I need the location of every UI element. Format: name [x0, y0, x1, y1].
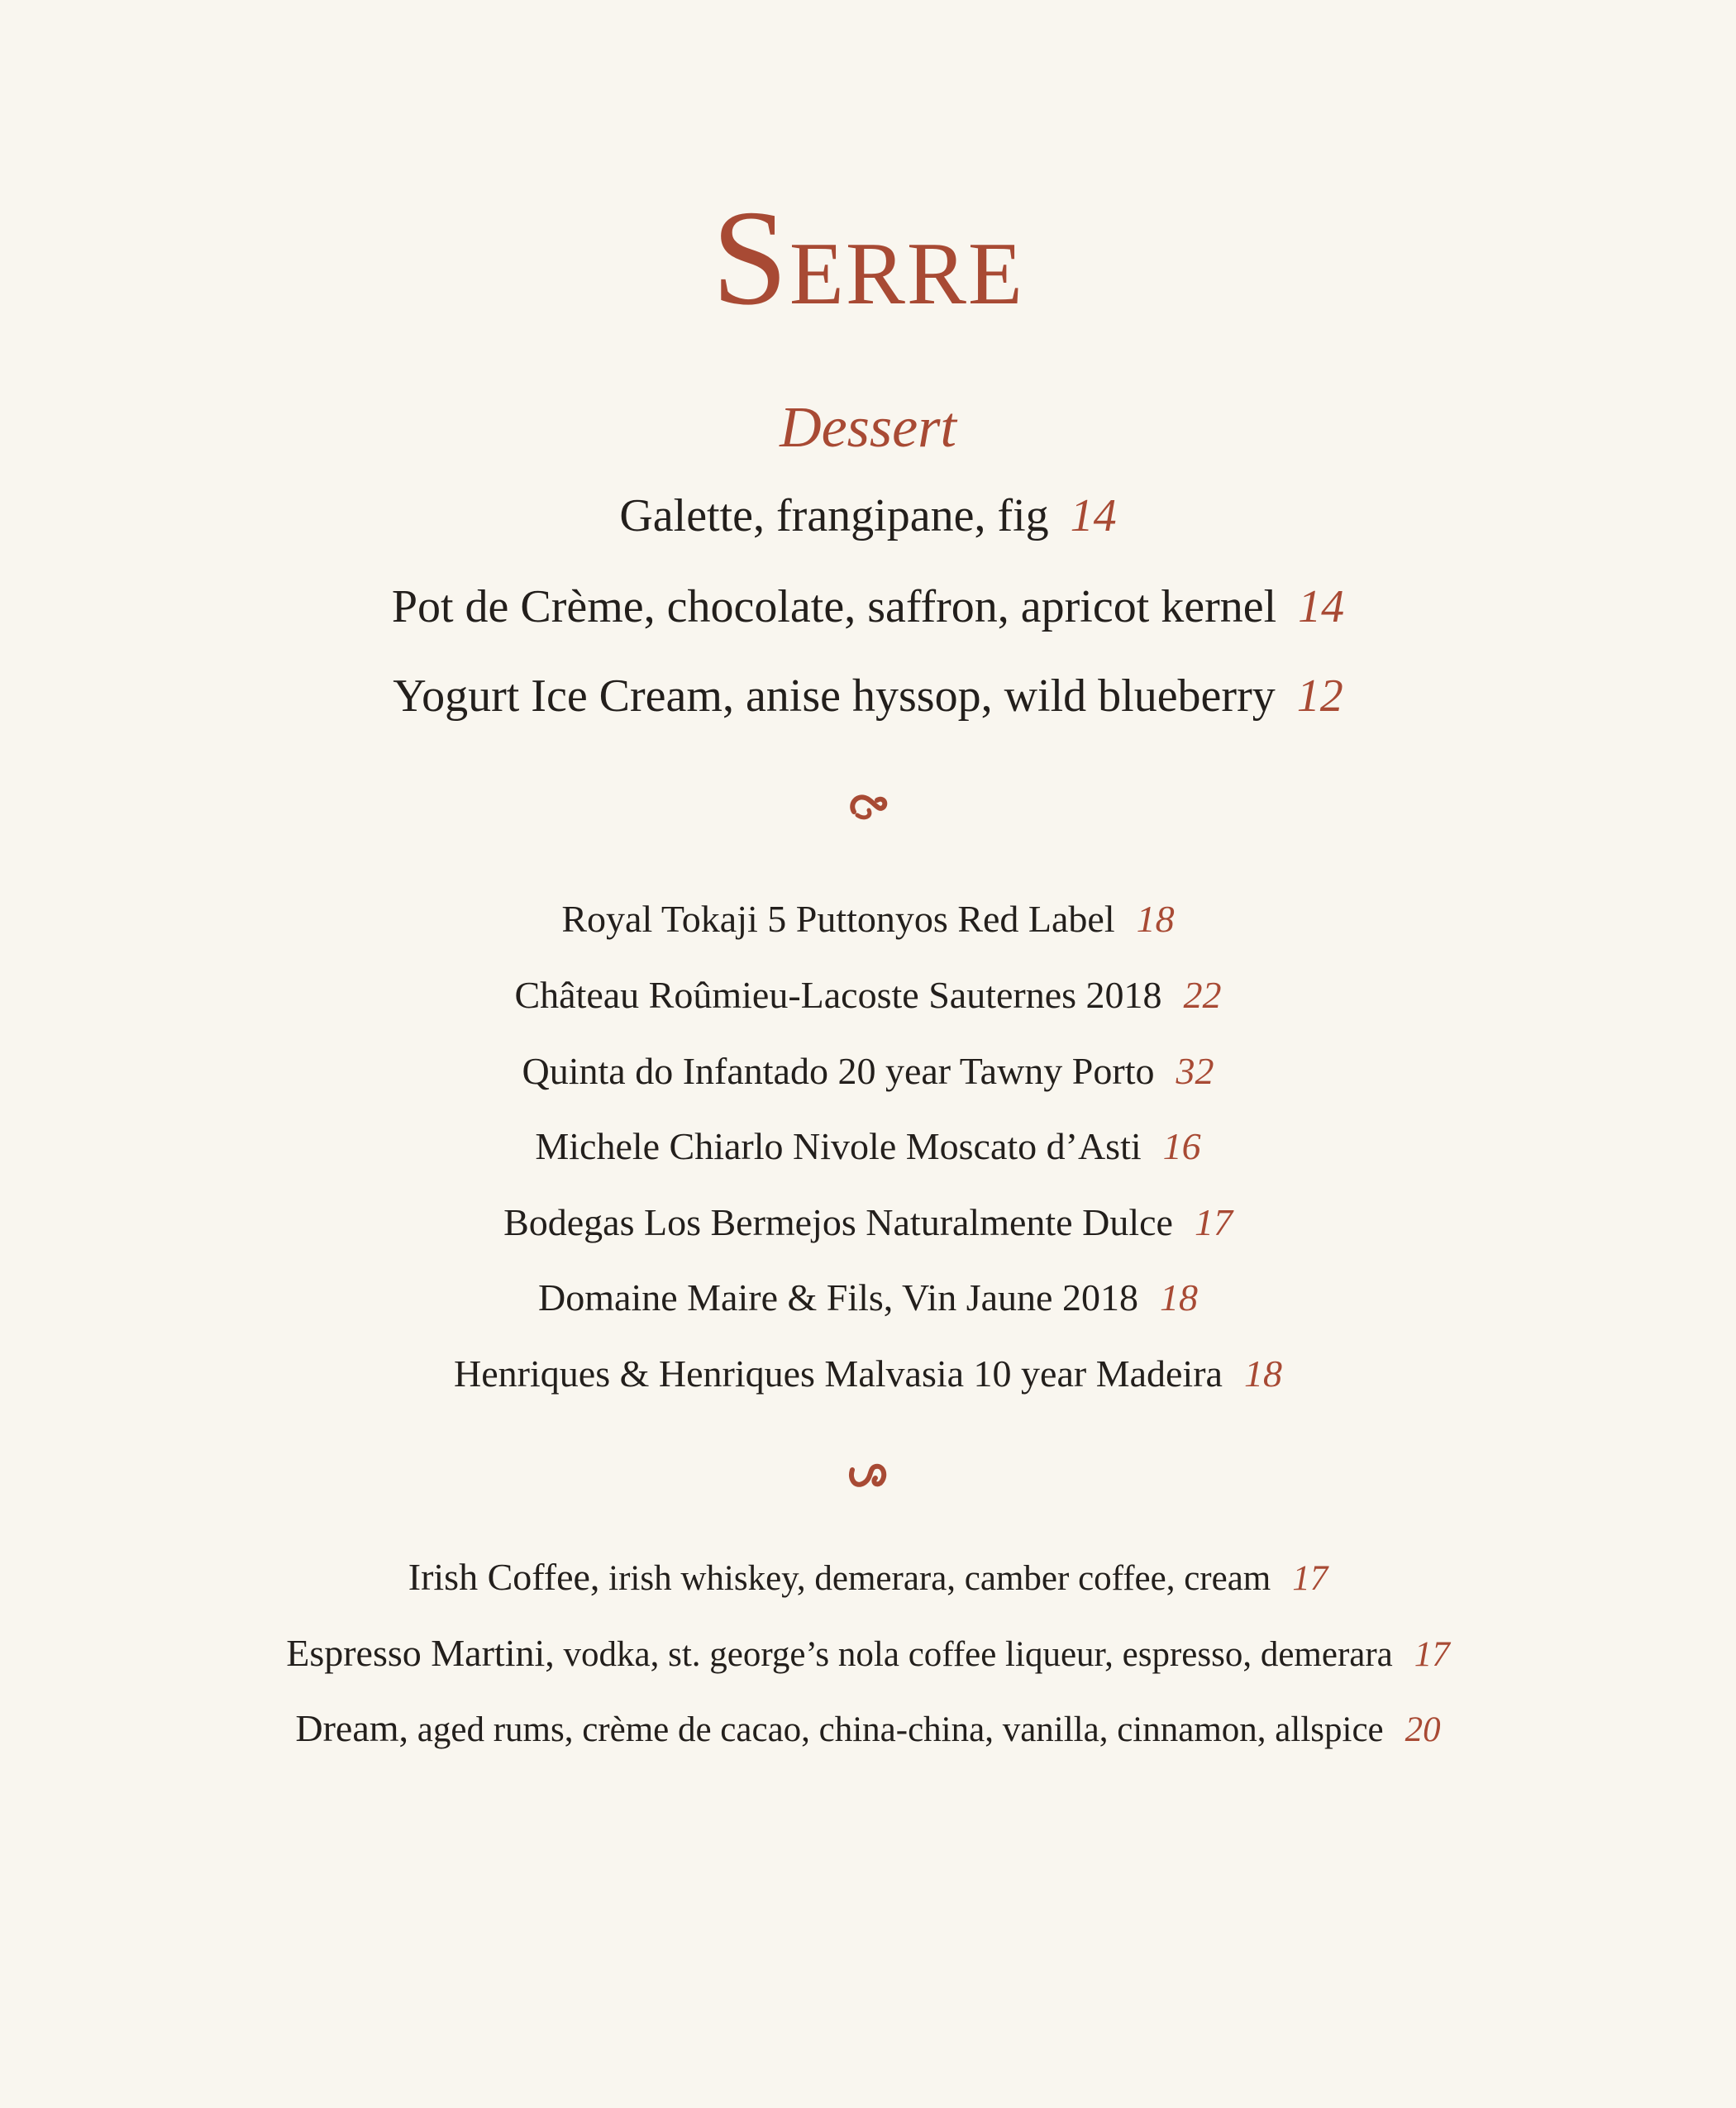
cocktail-price: 20	[1405, 1710, 1441, 1749]
wine-price: 18	[1159, 1276, 1198, 1319]
wine-name: Domaine Maire & Fils, Vin Jaune 2018	[538, 1276, 1138, 1319]
wine-price: 18	[1136, 898, 1175, 940]
wine-name: Michele Chiarlo Nivole Moscato d’Asti	[535, 1125, 1142, 1167]
wine-item	[0, 968, 1736, 1023]
wine-price: 16	[1162, 1125, 1201, 1167]
cocktail-price: 17	[1292, 1559, 1328, 1598]
serre-logo	[0, 182, 1736, 341]
wine-item	[0, 1347, 1736, 1401]
logo-initial: S	[712, 182, 789, 333]
wine-name: Château Roûmieu-Lacoste Sauternes 2018	[514, 974, 1162, 1016]
cocktail-description: aged rums, crème de cacao, china-china, vanilla, cinnamon, allspice	[417, 1710, 1384, 1749]
wine-item	[0, 1195, 1736, 1250]
wine-item	[0, 1271, 1736, 1325]
scroll-flourish-icon	[0, 1458, 1736, 1499]
cocktail-description: vodka, st. george’s nola coffee liqueur, espresso, demerara	[563, 1635, 1393, 1674]
dessert-item	[0, 663, 1736, 729]
wine-item	[0, 1044, 1736, 1099]
wine-price: 18	[1243, 1352, 1282, 1395]
section-title-dessert: Dessert	[780, 396, 956, 460]
wine-item	[0, 1119, 1736, 1174]
cocktail-name: Espresso Martini,	[286, 1632, 555, 1674]
dessert-name: Pot de Crème, chocolate, saffron, apricot kernel	[391, 581, 1277, 632]
wine-name: Quinta do Infantado 20 year Tawny Porto	[522, 1050, 1155, 1092]
dessert-name: Yogurt Ice Cream, anise hyssop, wild blueberry	[393, 670, 1276, 722]
dessert-price: 14	[1298, 581, 1345, 632]
cocktail-item	[0, 1627, 1736, 1681]
dessert-item	[0, 483, 1736, 549]
wine-name: Bodegas Los Bermejos Naturalmente Dulce	[503, 1201, 1173, 1243]
cocktail-price: 17	[1414, 1635, 1450, 1674]
wine-price: 32	[1176, 1050, 1214, 1092]
wine-name: Royal Tokaji 5 Puttonyos Red Label	[561, 898, 1115, 940]
dessert-name: Galette, frangipane, fig	[619, 490, 1049, 541]
cocktail-name: Irish Coffee,	[408, 1556, 600, 1598]
wine-item	[0, 892, 1736, 947]
wine-price: 22	[1183, 974, 1222, 1016]
dessert-price: 12	[1296, 670, 1343, 722]
scroll-flourish-icon	[0, 787, 1736, 827]
wine-name: Henriques & Henriques Malvasia 10 year Madeira	[454, 1352, 1223, 1395]
dessert-item	[0, 574, 1736, 640]
wine-price: 17	[1194, 1201, 1233, 1243]
cocktail-description: irish whiskey, demerara, camber coffee, cream	[608, 1559, 1271, 1598]
dessert-price: 14	[1070, 490, 1117, 541]
cocktail-item	[0, 1551, 1736, 1605]
cocktail-name: Dream,	[295, 1707, 409, 1749]
logo-rest: ERRE	[789, 225, 1024, 323]
cocktail-item	[0, 1702, 1736, 1757]
